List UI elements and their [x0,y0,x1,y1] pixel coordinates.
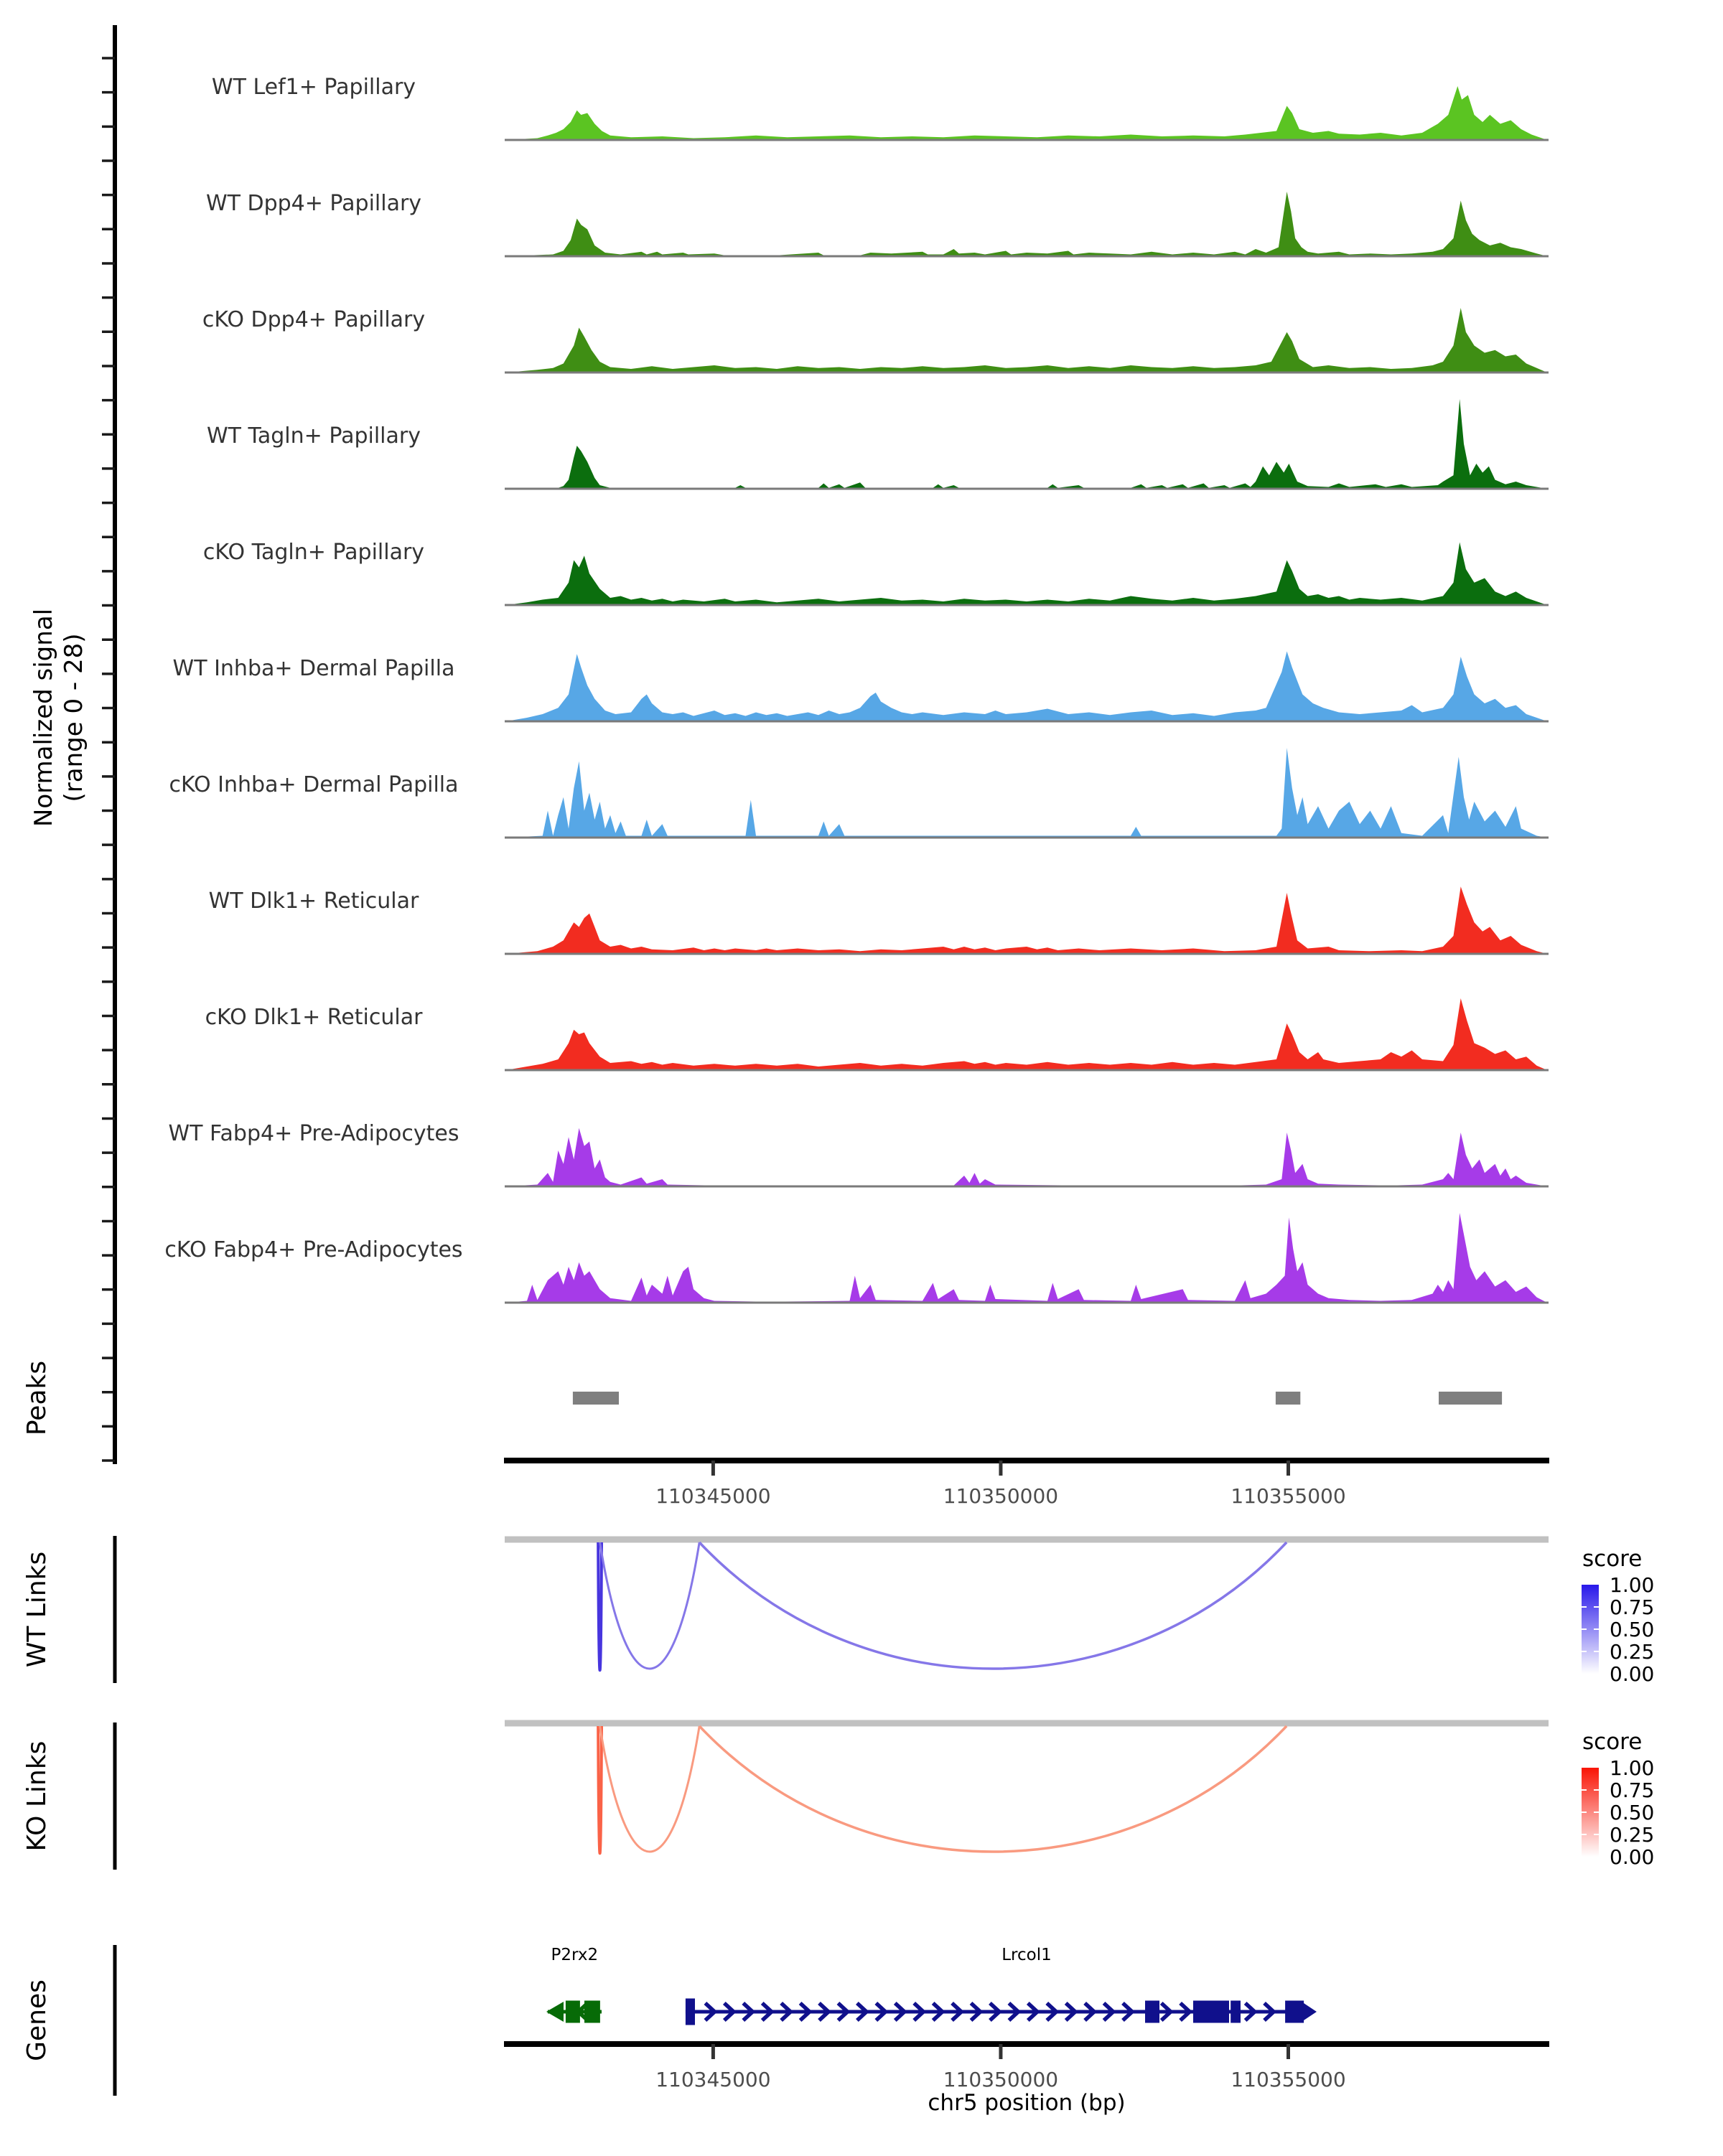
wt-links-row-label: WT Links [22,1551,52,1668]
signal-axis-label-line1: Normalized signal [29,608,58,828]
wt-links-legend-tick-label: 1.00 [1610,1573,1655,1597]
track-label-cko-tagln-papillary: cKO Tagln+ Papillary [202,540,425,565]
gene-exon [1145,2001,1159,2023]
peak-interval [1439,1392,1502,1405]
track-label-wt-tagln-papillary: WT Tagln+ Papillary [207,423,421,449]
gene-exon [686,1999,695,2025]
wt-links-legend-title: score [1582,1546,1643,1572]
gene-exon [566,2001,580,2023]
wt-links-legend-tick-label: 0.50 [1610,1618,1655,1641]
peaks-row-label: Peaks [22,1360,52,1436]
peak-interval [1276,1392,1300,1405]
x-tick-label: 110355000 [1231,2068,1346,2091]
gene-label-Lrcol1: Lrcol1 [1001,1946,1052,1964]
wt-links-legend-tick-label: 0.75 [1610,1595,1655,1619]
gene-exon [1285,2001,1304,2023]
gene-exon [1193,2001,1229,2023]
x-tick-label: 110345000 [655,2068,771,2091]
x-tick-label: 110345000 [655,1484,771,1508]
signal-axis-label-line2: (range 0 - 28) [60,633,88,802]
track-label-cko-fabp4-pre-adipocytes: cKO Fabp4+ Pre-Adipocytes [164,1237,463,1262]
genes-row-label: Genes [22,1979,52,2061]
track-label-wt-lef1-papillary: WT Lef1+ Papillary [211,75,416,100]
wt-links-legend-tick-label: 0.00 [1610,1662,1655,1686]
ko-links-legend-tick-label: 0.50 [1610,1801,1655,1824]
ko-links-legend-tick-label: 0.00 [1610,1845,1655,1869]
track-label-cko-inhba-dermal-papilla: cKO Inhba+ Dermal Papilla [169,772,459,797]
gene-exon [584,2001,600,2023]
x-axis-title: chr5 position (bp) [928,2090,1126,2116]
ko-links-legend-tick-label: 0.25 [1610,1823,1655,1847]
ko-links-legend-title: score [1582,1729,1643,1755]
track-label-cko-dlk1-reticular: cKO Dlk1+ Reticular [205,1005,423,1030]
x-tick-label: 110355000 [1231,1484,1346,1508]
track-label-wt-inhba-dermal-papilla: WT Inhba+ Dermal Papilla [172,656,455,681]
wt-links-legend-tick-label: 0.25 [1610,1640,1655,1664]
track-label-wt-fabp4-pre-adipocytes: WT Fabp4+ Pre-Adipocytes [168,1121,459,1146]
ko-links-row-label: KO Links [22,1740,52,1852]
track-label-wt-dpp4-papillary: WT Dpp4+ Papillary [205,191,422,216]
peak-interval [573,1392,619,1405]
track-label-cko-dpp4-papillary: cKO Dpp4+ Papillary [202,307,426,332]
gene-label-P2rx2: P2rx2 [551,1946,599,1964]
ko-links-legend-tick-label: 0.75 [1610,1778,1655,1802]
x-tick-label: 110350000 [943,1484,1059,1508]
x-tick-label: 110350000 [943,2068,1059,2091]
ko-links-legend-tick-label: 1.00 [1610,1756,1655,1780]
gene-exon [1231,2001,1241,2023]
track-label-wt-dlk1-reticular: WT Dlk1+ Reticular [208,889,419,914]
